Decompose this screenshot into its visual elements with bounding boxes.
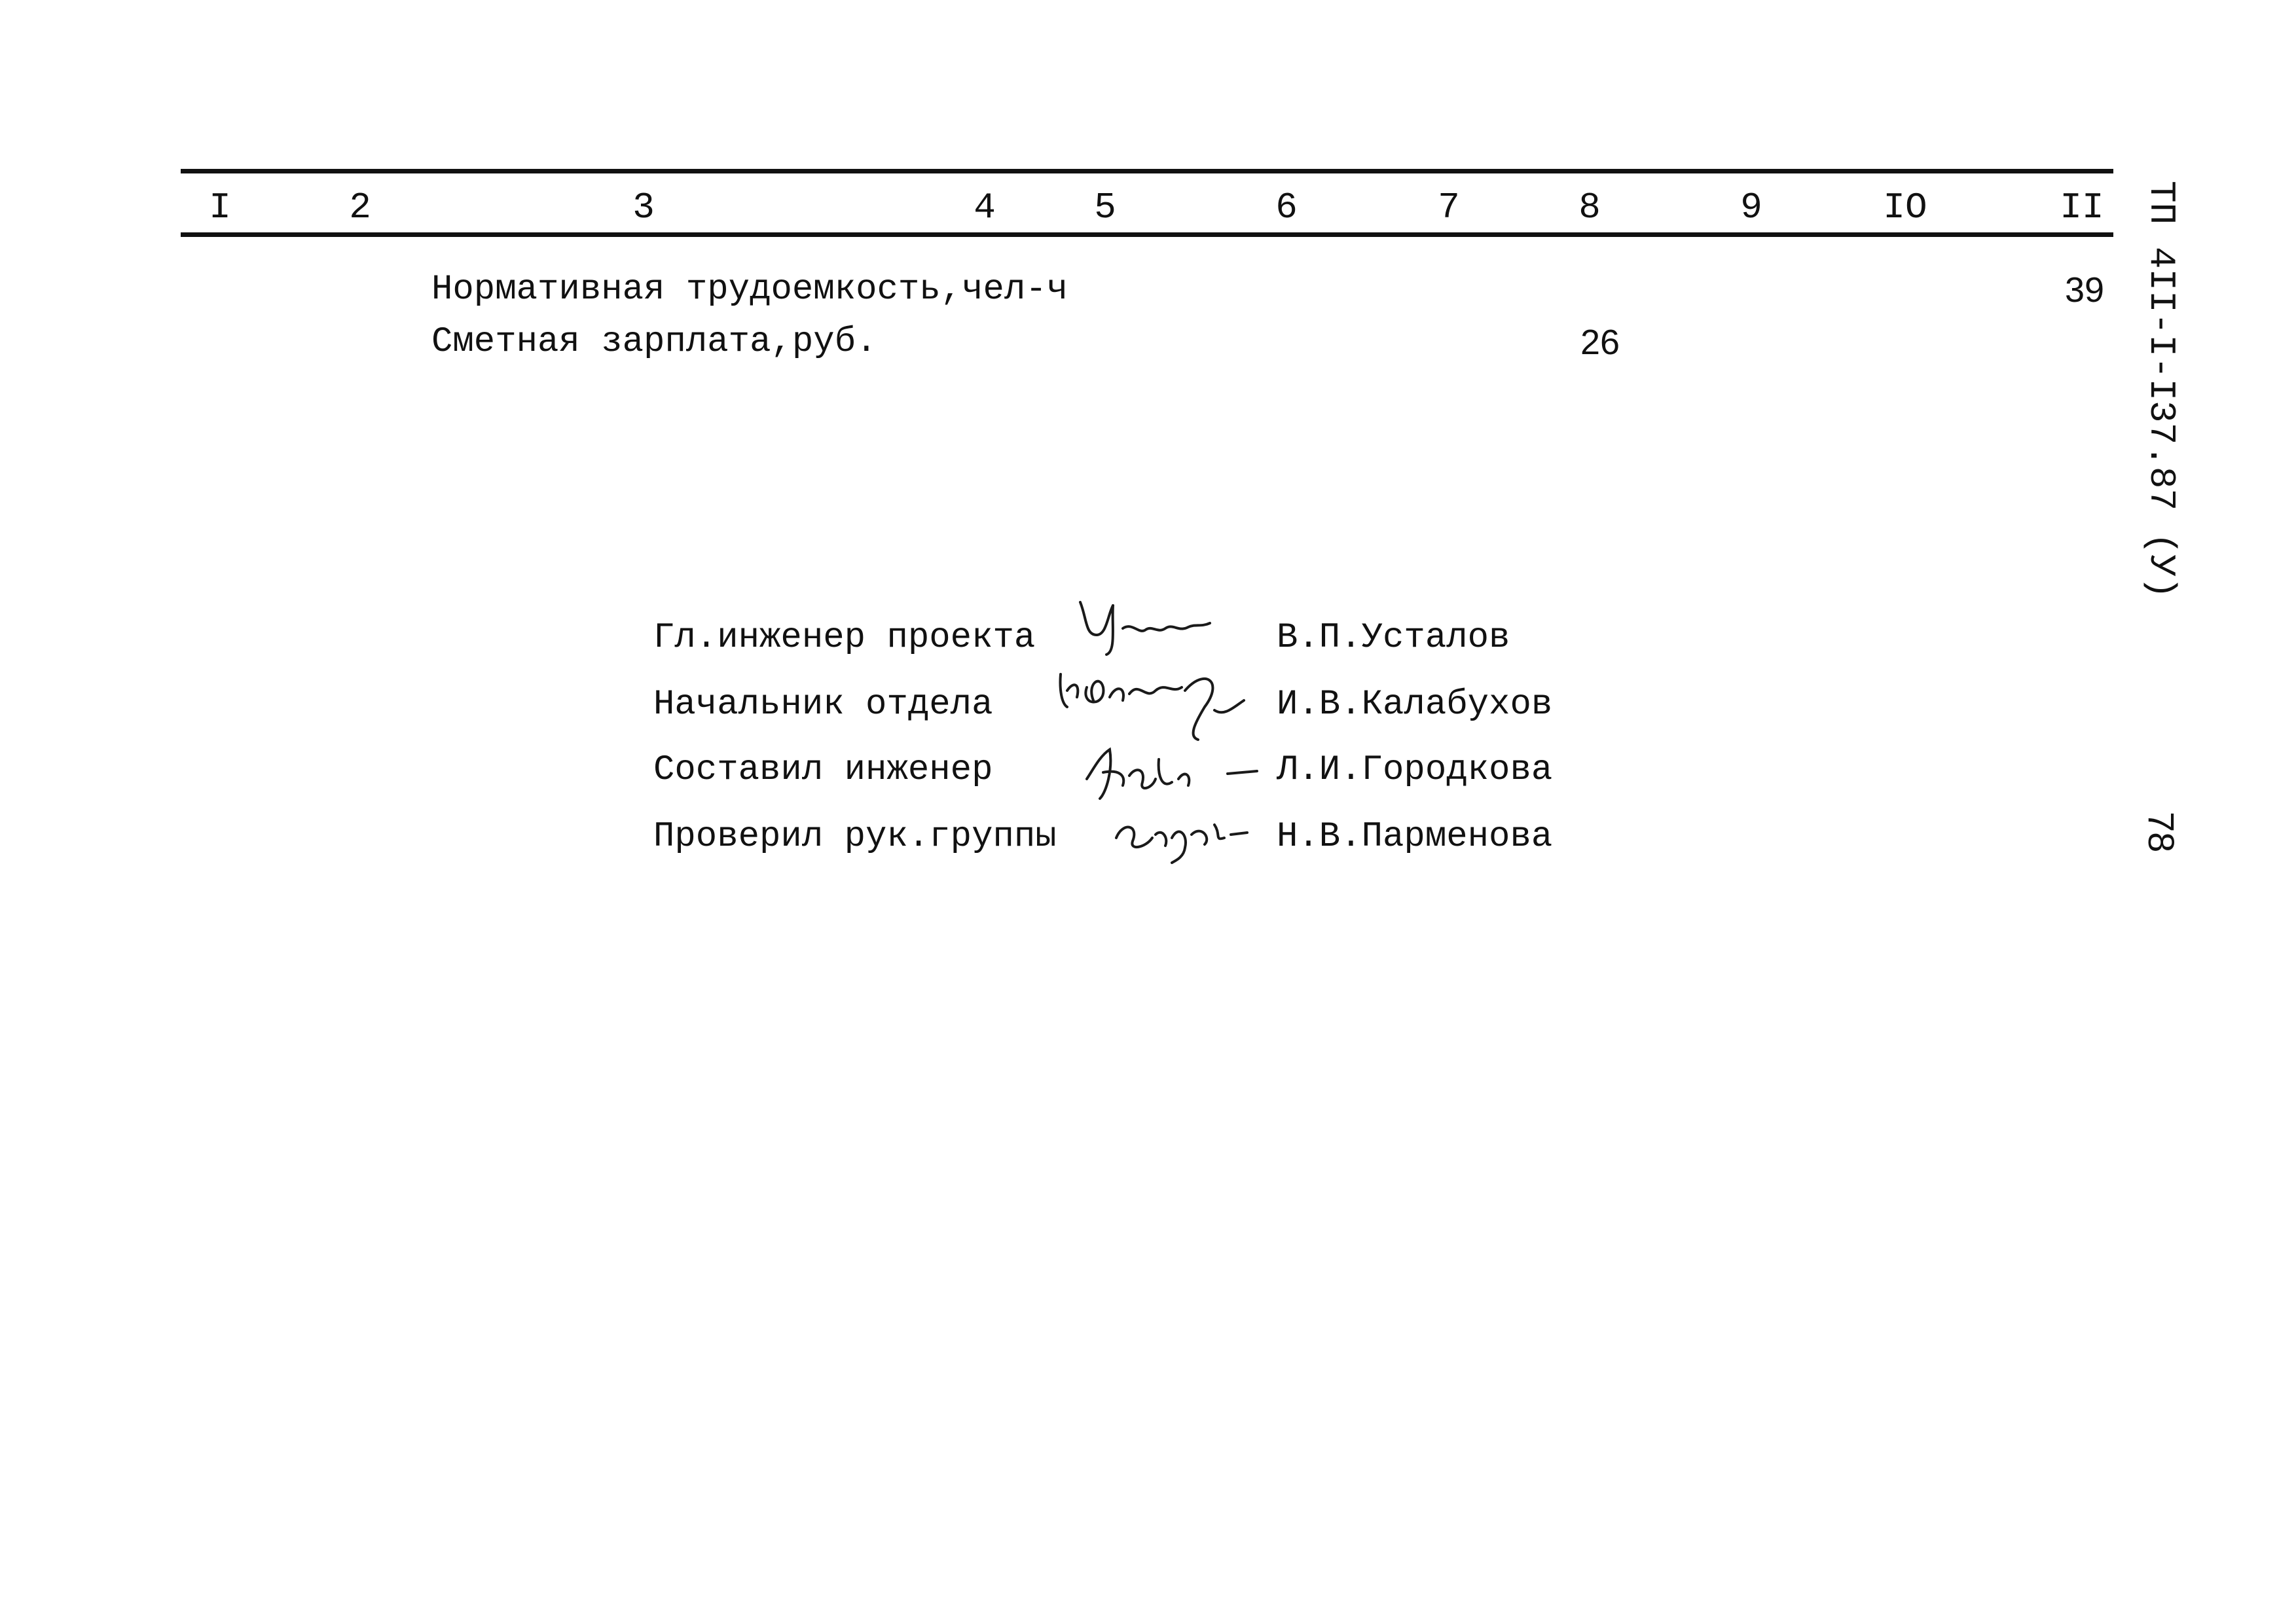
signer-role: Гл.инженер проекта xyxy=(653,618,1036,658)
column-number-5: 5 xyxy=(1094,187,1116,228)
document-code xyxy=(2120,181,2205,613)
signer-name: Н.В.Парменова xyxy=(1277,817,1553,857)
page-number-text: 78 xyxy=(2141,812,2182,853)
row-label-labor-intensity: Нормативная трудоемкость,чел-ч xyxy=(431,270,1068,310)
signer-role: Проверил рук.группы xyxy=(653,817,1057,857)
column-number-6: 6 xyxy=(1275,187,1298,228)
column-number-9: 9 xyxy=(1740,187,1762,228)
column-number-8: 8 xyxy=(1578,187,1601,228)
signer-name: И.В.Калабухов xyxy=(1277,685,1553,725)
column-number-1: I xyxy=(209,187,231,228)
signer-role: Начальник отдела xyxy=(653,685,993,725)
column-number-4: 4 xyxy=(974,187,996,228)
signer-name: В.П.Усталов xyxy=(1277,618,1510,658)
page-number xyxy=(2120,812,2185,871)
column-number-10: IO xyxy=(1883,187,1927,228)
column-number-3: 3 xyxy=(632,187,655,228)
handwritten-signature xyxy=(1100,799,1257,864)
column-number-2: 2 xyxy=(349,187,371,228)
signer-name: Л.И.Городкова xyxy=(1277,750,1553,790)
column-number-7: 7 xyxy=(1438,187,1460,228)
handwritten-signature xyxy=(1061,589,1218,661)
row-label-estimated-salary: Сметная зарплата,руб. xyxy=(431,322,877,362)
table-top-rule xyxy=(181,169,2113,173)
table-header-bottom-rule xyxy=(181,232,2113,237)
document-code-text: ТП 4II-I-I37.87 (У) xyxy=(2140,181,2182,599)
column-number-11: II xyxy=(2060,187,2104,228)
handwritten-signature xyxy=(1074,733,1270,805)
row-value-labor-intensity: 39 xyxy=(2064,270,2105,310)
row-value-estimated-salary: 26 xyxy=(1580,323,1620,362)
signer-role: Составил инженер xyxy=(653,750,993,790)
